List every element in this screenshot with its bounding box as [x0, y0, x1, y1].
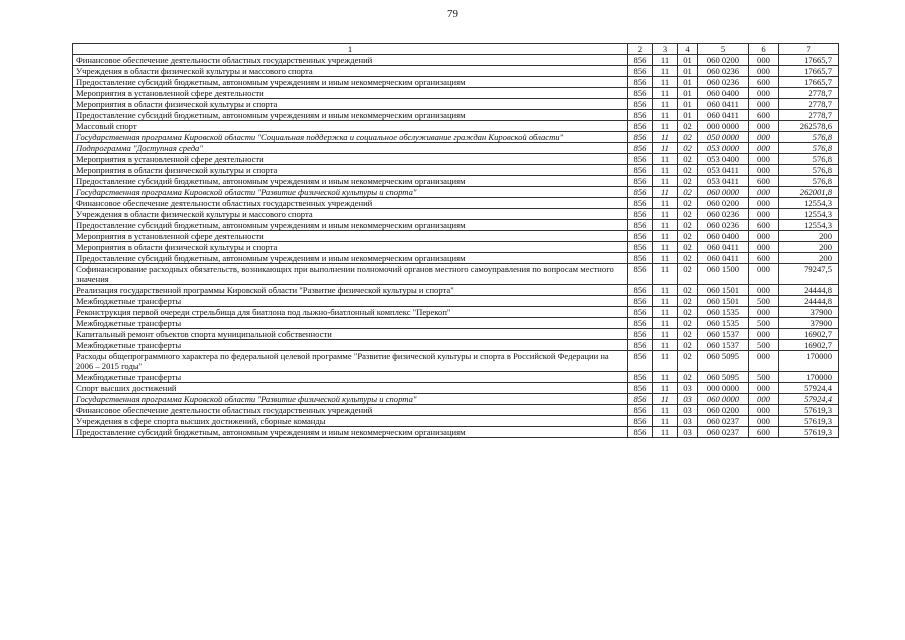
- ministry-code: 856: [628, 121, 653, 132]
- row-description: Реализация государственной программы Кировской области "Развитие физической культуры и спорта": [73, 285, 628, 296]
- target-article-code: 053 0400: [698, 154, 749, 165]
- section-code: 11: [653, 66, 678, 77]
- amount-value: 170000: [779, 372, 839, 383]
- expense-type-code: 600: [749, 110, 779, 121]
- target-article-code: 060 1535: [698, 307, 749, 318]
- subsection-code: 02: [678, 264, 698, 285]
- expense-type-code: 000: [749, 143, 779, 154]
- table-row: [73, 405, 839, 416]
- amount-value: 37900: [779, 307, 839, 318]
- amount-value: 576,8: [779, 143, 839, 154]
- amount-value: 57619,3: [779, 427, 839, 438]
- ministry-code: 856: [628, 231, 653, 242]
- row-description: Массовый спорт: [73, 121, 628, 132]
- table-row: [73, 209, 839, 220]
- section-code: 11: [653, 231, 678, 242]
- target-article-code: 060 1535: [698, 318, 749, 329]
- section-code: 11: [653, 99, 678, 110]
- expense-type-code: 600: [749, 220, 779, 231]
- amount-value: 79247,5: [779, 264, 839, 285]
- section-code: 11: [653, 253, 678, 264]
- subsection-code: 03: [678, 383, 698, 394]
- row-description: Финансовое обеспечение деятельности областных государственных учреждений: [73, 55, 628, 66]
- expense-type-code: 000: [749, 99, 779, 110]
- table-row: [73, 55, 839, 66]
- ministry-code: 856: [628, 329, 653, 340]
- table-row: [73, 88, 839, 99]
- subsection-code: 01: [678, 110, 698, 121]
- table-row: [73, 143, 839, 154]
- target-article-code: 060 0200: [698, 198, 749, 209]
- expense-type-code: 600: [749, 427, 779, 438]
- ministry-code: 856: [628, 143, 653, 154]
- amount-value: 57619,3: [779, 405, 839, 416]
- row-description: Государственная программа Кировской области "Развитие физической культуры и спорта": [73, 187, 628, 198]
- table-row: [73, 329, 839, 340]
- table-row: [73, 132, 839, 143]
- table-row: [73, 340, 839, 351]
- amount-value: 576,8: [779, 154, 839, 165]
- target-article-code: 060 0411: [698, 242, 749, 253]
- expense-type-code: 000: [749, 351, 779, 372]
- section-code: 11: [653, 285, 678, 296]
- target-article-code: 060 0000: [698, 394, 749, 405]
- ministry-code: 856: [628, 55, 653, 66]
- row-description: Мероприятия в области физической культуры и спорта: [73, 242, 628, 253]
- target-article-code: 060 0200: [698, 55, 749, 66]
- target-article-code: 060 0400: [698, 88, 749, 99]
- row-description: Софинансирование расходных обязательств, возникающих при выполнении полномочий органов местного самоуправления по вопросам местного значения: [73, 264, 628, 285]
- amount-value: 2778,7: [779, 110, 839, 121]
- ministry-code: 856: [628, 88, 653, 99]
- expense-type-code: 600: [749, 77, 779, 88]
- row-description: Финансовое обеспечение деятельности областных государственных учреждений: [73, 405, 628, 416]
- ministry-code: 856: [628, 427, 653, 438]
- row-description: Расходы общепрограммного характера по федеральной целевой программе "Развитие физической культуры и спорта в Российской Федерации на 2006 – 2015 годы": [73, 351, 628, 372]
- section-code: 11: [653, 176, 678, 187]
- amount-value: 12554,3: [779, 209, 839, 220]
- target-article-code: 060 1500: [698, 264, 749, 285]
- subsection-code: 01: [678, 55, 698, 66]
- subsection-code: 02: [678, 296, 698, 307]
- target-article-code: 060 0236: [698, 66, 749, 77]
- page-number: 79: [447, 8, 458, 20]
- expense-type-code: 000: [749, 405, 779, 416]
- amount-value: 2778,7: [779, 88, 839, 99]
- table-row: [73, 77, 839, 88]
- column-header: 7: [779, 44, 839, 55]
- amount-value: 262578,6: [779, 121, 839, 132]
- subsection-code: 02: [678, 187, 698, 198]
- column-header: 3: [653, 44, 678, 55]
- expense-type-code: 000: [749, 231, 779, 242]
- target-article-code: 060 0200: [698, 405, 749, 416]
- expense-type-code: 000: [749, 132, 779, 143]
- row-description: Государственная программа Кировской области "Социальная поддержка и социальное обслуживание граждан Кировской области": [73, 132, 628, 143]
- section-code: 11: [653, 88, 678, 99]
- row-description: Финансовое обеспечение деятельности областных государственных учреждений: [73, 198, 628, 209]
- section-code: 11: [653, 187, 678, 198]
- amount-value: 262001,8: [779, 187, 839, 198]
- subsection-code: 01: [678, 77, 698, 88]
- target-article-code: 060 1501: [698, 285, 749, 296]
- column-header: 6: [749, 44, 779, 55]
- section-code: 11: [653, 209, 678, 220]
- ministry-code: 856: [628, 209, 653, 220]
- amount-value: 17665,7: [779, 77, 839, 88]
- table-row: [73, 231, 839, 242]
- table-row: [73, 416, 839, 427]
- budget-table: [72, 43, 839, 438]
- section-code: 11: [653, 296, 678, 307]
- target-article-code: 053 0000: [698, 143, 749, 154]
- section-code: 11: [653, 198, 678, 209]
- ministry-code: 856: [628, 66, 653, 77]
- amount-value: 200: [779, 231, 839, 242]
- subsection-code: 02: [678, 253, 698, 264]
- ministry-code: 856: [628, 351, 653, 372]
- ministry-code: 856: [628, 416, 653, 427]
- section-code: 11: [653, 405, 678, 416]
- subsection-code: 02: [678, 143, 698, 154]
- amount-value: 24444,8: [779, 296, 839, 307]
- subsection-code: 02: [678, 242, 698, 253]
- amount-value: 2778,7: [779, 99, 839, 110]
- expense-type-code: 000: [749, 187, 779, 198]
- table-row: [73, 66, 839, 77]
- row-description: Спорт высших достижений: [73, 383, 628, 394]
- subsection-code: 01: [678, 66, 698, 77]
- expense-type-code: 000: [749, 329, 779, 340]
- expense-type-code: 000: [749, 209, 779, 220]
- subsection-code: 02: [678, 329, 698, 340]
- subsection-code: 03: [678, 427, 698, 438]
- subsection-code: 02: [678, 176, 698, 187]
- target-article-code: 060 0400: [698, 231, 749, 242]
- amount-value: 24444,8: [779, 285, 839, 296]
- row-description: Капитальный ремонт объектов спорта муниципальной собственности: [73, 329, 628, 340]
- target-article-code: 060 0237: [698, 427, 749, 438]
- target-article-code: 060 0000: [698, 187, 749, 198]
- ministry-code: 856: [628, 77, 653, 88]
- target-article-code: 060 0236: [698, 220, 749, 231]
- section-code: 11: [653, 383, 678, 394]
- ministry-code: 856: [628, 132, 653, 143]
- subsection-code: 02: [678, 154, 698, 165]
- table-row: [73, 121, 839, 132]
- target-article-code: 060 0411: [698, 253, 749, 264]
- table-row: [73, 176, 839, 187]
- target-article-code: 060 0236: [698, 77, 749, 88]
- table-row: [73, 264, 839, 285]
- subsection-code: 03: [678, 394, 698, 405]
- row-description: Предоставление субсидий бюджетным, автономным учреждениям и иным некоммерческим организациям: [73, 220, 628, 231]
- expense-type-code: 600: [749, 176, 779, 187]
- target-article-code: 050 0000: [698, 132, 749, 143]
- section-code: 11: [653, 416, 678, 427]
- section-code: 11: [653, 165, 678, 176]
- ministry-code: 856: [628, 383, 653, 394]
- section-code: 11: [653, 329, 678, 340]
- row-description: Мероприятия в области физической культуры и спорта: [73, 99, 628, 110]
- section-code: 11: [653, 318, 678, 329]
- ministry-code: 856: [628, 307, 653, 318]
- expense-type-code: 500: [749, 340, 779, 351]
- row-description: Учреждения в области физической культуры и массового спорта: [73, 209, 628, 220]
- ministry-code: 856: [628, 372, 653, 383]
- section-code: 11: [653, 264, 678, 285]
- row-description: Предоставление субсидий бюджетным, автономным учреждениям и иным некоммерческим организациям: [73, 77, 628, 88]
- amount-value: 576,8: [779, 176, 839, 187]
- amount-value: 57924,4: [779, 383, 839, 394]
- ministry-code: 856: [628, 264, 653, 285]
- row-description: Межбюджетные трансферты: [73, 296, 628, 307]
- target-article-code: 000 0000: [698, 383, 749, 394]
- row-description: Мероприятия в области физической культуры и спорта: [73, 165, 628, 176]
- amount-value: 170000: [779, 351, 839, 372]
- subsection-code: 02: [678, 351, 698, 372]
- table-row: [73, 198, 839, 209]
- expense-type-code: 000: [749, 55, 779, 66]
- table-row: [73, 307, 839, 318]
- column-header: 5: [698, 44, 749, 55]
- section-code: 11: [653, 242, 678, 253]
- expense-type-code: 000: [749, 416, 779, 427]
- expense-type-code: 000: [749, 264, 779, 285]
- expense-type-code: 000: [749, 165, 779, 176]
- target-article-code: 060 0411: [698, 99, 749, 110]
- column-header: 1: [73, 44, 628, 55]
- table-row: [73, 318, 839, 329]
- amount-value: 576,8: [779, 165, 839, 176]
- amount-value: 576,8: [779, 132, 839, 143]
- target-article-code: 060 0237: [698, 416, 749, 427]
- row-description: Межбюджетные трансферты: [73, 318, 628, 329]
- ministry-code: 856: [628, 154, 653, 165]
- expense-type-code: 600: [749, 253, 779, 264]
- ministry-code: 856: [628, 405, 653, 416]
- target-article-code: 000 0000: [698, 121, 749, 132]
- subsection-code: 02: [678, 132, 698, 143]
- section-code: 11: [653, 110, 678, 121]
- subsection-code: 03: [678, 405, 698, 416]
- table-row: [73, 110, 839, 121]
- amount-value: 12554,3: [779, 220, 839, 231]
- table-header-row: [73, 44, 839, 55]
- subsection-code: 02: [678, 340, 698, 351]
- ministry-code: 856: [628, 110, 653, 121]
- ministry-code: 856: [628, 99, 653, 110]
- ministry-code: 856: [628, 187, 653, 198]
- target-article-code: 053 0411: [698, 165, 749, 176]
- section-code: 11: [653, 55, 678, 66]
- subsection-code: 02: [678, 372, 698, 383]
- row-description: Межбюджетные трансферты: [73, 372, 628, 383]
- ministry-code: 856: [628, 220, 653, 231]
- subsection-code: 02: [678, 231, 698, 242]
- section-code: 11: [653, 77, 678, 88]
- amount-value: 200: [779, 253, 839, 264]
- row-description: Подпрограмма "Доступная среда": [73, 143, 628, 154]
- amount-value: 37900: [779, 318, 839, 329]
- ministry-code: 856: [628, 242, 653, 253]
- target-article-code: 060 1501: [698, 296, 749, 307]
- subsection-code: 02: [678, 220, 698, 231]
- amount-value: 200: [779, 242, 839, 253]
- table-row: [73, 296, 839, 307]
- section-code: 11: [653, 351, 678, 372]
- table-row: [73, 383, 839, 394]
- subsection-code: 02: [678, 165, 698, 176]
- section-code: 11: [653, 427, 678, 438]
- section-code: 11: [653, 340, 678, 351]
- target-article-code: 060 1537: [698, 329, 749, 340]
- row-description: Реконструкция первой очереди стрельбища для биатлона под лыжно-биатлонный комплекс "Перекоп": [73, 307, 628, 318]
- amount-value: 17665,7: [779, 55, 839, 66]
- amount-value: 17665,7: [779, 66, 839, 77]
- expense-type-code: 000: [749, 307, 779, 318]
- row-description: Учреждения в сфере спорта высших достижений, сборные команды: [73, 416, 628, 427]
- table-row: [73, 351, 839, 372]
- table-row: [73, 242, 839, 253]
- table-row: [73, 187, 839, 198]
- row-description: Предоставление субсидий бюджетным, автономным учреждениям и иным некоммерческим организациям: [73, 253, 628, 264]
- amount-value: 57619,3: [779, 416, 839, 427]
- table-row: [73, 372, 839, 383]
- section-code: 11: [653, 154, 678, 165]
- table-row: [73, 165, 839, 176]
- expense-type-code: 000: [749, 198, 779, 209]
- column-header: 2: [628, 44, 653, 55]
- table-body: [73, 55, 839, 438]
- expense-type-code: 000: [749, 285, 779, 296]
- table-row: [73, 99, 839, 110]
- section-code: 11: [653, 307, 678, 318]
- target-article-code: 060 5095: [698, 372, 749, 383]
- target-article-code: 060 5095: [698, 351, 749, 372]
- ministry-code: 856: [628, 198, 653, 209]
- expense-type-code: 000: [749, 242, 779, 253]
- row-description: Государственная программа Кировской области "Развитие физической культуры и спорта": [73, 394, 628, 405]
- expense-type-code: 000: [749, 154, 779, 165]
- subsection-code: 02: [678, 285, 698, 296]
- row-description: Учреждения в области физической культуры и массового спорта: [73, 66, 628, 77]
- ministry-code: 856: [628, 253, 653, 264]
- subsection-code: 02: [678, 121, 698, 132]
- section-code: 11: [653, 394, 678, 405]
- row-description: Мероприятия в установленной сфере деятельности: [73, 231, 628, 242]
- amount-value: 57924,4: [779, 394, 839, 405]
- section-code: 11: [653, 132, 678, 143]
- subsection-code: 02: [678, 198, 698, 209]
- table-row: [73, 154, 839, 165]
- ministry-code: 856: [628, 296, 653, 307]
- subsection-code: 02: [678, 307, 698, 318]
- subsection-code: 02: [678, 318, 698, 329]
- expense-type-code: 500: [749, 372, 779, 383]
- target-article-code: 060 0236: [698, 209, 749, 220]
- row-description: Предоставление субсидий бюджетным, автономным учреждениям и иным некоммерческим организациям: [73, 427, 628, 438]
- amount-value: 16902,7: [779, 340, 839, 351]
- ministry-code: 856: [628, 165, 653, 176]
- amount-value: 12554,3: [779, 198, 839, 209]
- expense-type-code: 000: [749, 88, 779, 99]
- table-row: [73, 394, 839, 405]
- expense-type-code: 000: [749, 66, 779, 77]
- amount-value: 16902,7: [779, 329, 839, 340]
- section-code: 11: [653, 121, 678, 132]
- target-article-code: 053 0411: [698, 176, 749, 187]
- table-row: [73, 253, 839, 264]
- section-code: 11: [653, 143, 678, 154]
- row-description: Предоставление субсидий бюджетным, автономным учреждениям и иным некоммерческим организациям: [73, 176, 628, 187]
- section-code: 11: [653, 220, 678, 231]
- row-description: Предоставление субсидий бюджетным, автономным учреждениям и иным некоммерческим организациям: [73, 110, 628, 121]
- ministry-code: 856: [628, 394, 653, 405]
- table-row: [73, 285, 839, 296]
- table-row: [73, 427, 839, 438]
- expense-type-code: 500: [749, 296, 779, 307]
- column-header: 4: [678, 44, 698, 55]
- expense-type-code: 000: [749, 394, 779, 405]
- expense-type-code: 500: [749, 318, 779, 329]
- section-code: 11: [653, 372, 678, 383]
- subsection-code: 03: [678, 416, 698, 427]
- table-row: [73, 220, 839, 231]
- subsection-code: 01: [678, 88, 698, 99]
- ministry-code: 856: [628, 318, 653, 329]
- ministry-code: 856: [628, 340, 653, 351]
- target-article-code: 060 0411: [698, 110, 749, 121]
- ministry-code: 856: [628, 285, 653, 296]
- subsection-code: 02: [678, 209, 698, 220]
- row-description: Мероприятия в установленной сфере деятельности: [73, 154, 628, 165]
- subsection-code: 01: [678, 99, 698, 110]
- row-description: Межбюджетные трансферты: [73, 340, 628, 351]
- target-article-code: 060 1537: [698, 340, 749, 351]
- row-description: Мероприятия в установленной сфере деятельности: [73, 88, 628, 99]
- expense-type-code: 000: [749, 121, 779, 132]
- expense-type-code: 000: [749, 383, 779, 394]
- ministry-code: 856: [628, 176, 653, 187]
